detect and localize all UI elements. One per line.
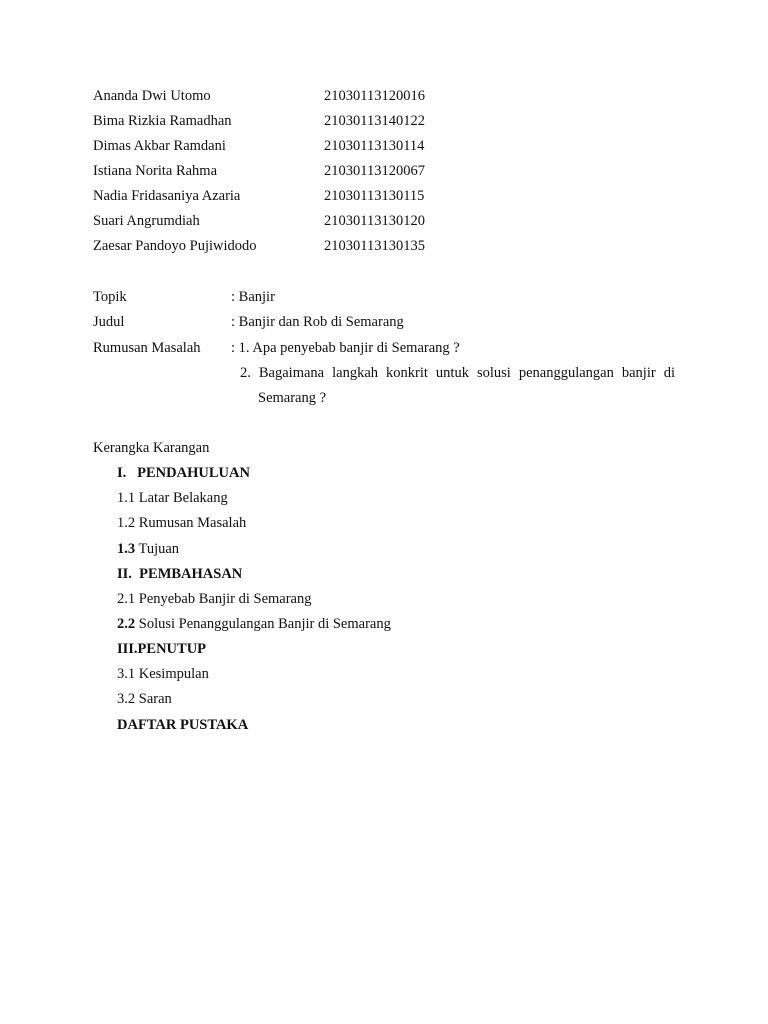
section-heading-3: III.PENUTUP — [117, 641, 207, 657]
member-id: 21030113140122 — [324, 113, 425, 129]
subsection-3-1: 3.1 Kesimpulan — [117, 666, 209, 682]
rumusan-label: Rumusan Masalah — [93, 340, 201, 356]
section-heading-2: II. PEMBAHASAN — [117, 566, 243, 582]
member-id: 21030113120067 — [324, 163, 425, 179]
subsection-1-3 — [117, 540, 179, 558]
member-name: Istiana Norita Rahma — [93, 163, 218, 179]
subsection-number: 2.2 — [117, 616, 136, 632]
outline-heading: Kerangka Karangan — [93, 440, 210, 456]
rumusan-item-2: 2. Bagaimana langkah konkrit untuk solusi penanggulangan banjir di — [240, 365, 675, 381]
member-id: 21030113130120 — [324, 213, 425, 229]
member-name: Zaesar Pandoyo Pujiwidodo — [93, 238, 257, 254]
judul-label: Judul — [93, 314, 125, 330]
member-name: Dimas Akbar Ramdani — [93, 138, 226, 154]
subsection-2-2 — [117, 615, 391, 633]
member-id: 21030113130114 — [324, 138, 425, 154]
member-id: 21030113130135 — [324, 238, 425, 254]
rumusan-item-2-continuation: Semarang ? — [258, 390, 327, 406]
subsection-1-1: 1.1 Latar Belakang — [117, 490, 228, 506]
member-name: Suari Angrumdiah — [93, 213, 200, 229]
subsection-2-1: 2.1 Penyebab Banjir di Semarang — [117, 591, 312, 607]
section-heading-1: I. PENDAHULUAN — [117, 465, 250, 481]
member-id: 21030113120016 — [324, 88, 425, 104]
subsection-text: Solusi Penanggulangan Banjir di Semarang — [135, 616, 391, 632]
member-id: 21030113130115 — [324, 188, 425, 204]
topik-label: Topik — [93, 289, 127, 305]
subsection-number: 1.3 — [117, 541, 136, 557]
bibliography-heading: DAFTAR PUSTAKA — [117, 717, 249, 733]
subsection-3-2: 3.2 Saran — [117, 691, 172, 707]
judul-value: : Banjir dan Rob di Semarang — [231, 314, 404, 330]
member-name: Bima Rizkia Ramadhan — [93, 113, 232, 129]
subsection-text: Tujuan — [135, 541, 180, 557]
member-name: Ananda Dwi Utomo — [93, 88, 211, 104]
subsection-1-2: 1.2 Rumusan Masalah — [117, 515, 247, 531]
member-name: Nadia Fridasaniya Azaria — [93, 188, 241, 204]
topik-value: : Banjir — [231, 289, 275, 305]
rumusan-item-1: : 1. Apa penyebab banjir di Semarang ? — [231, 340, 460, 356]
